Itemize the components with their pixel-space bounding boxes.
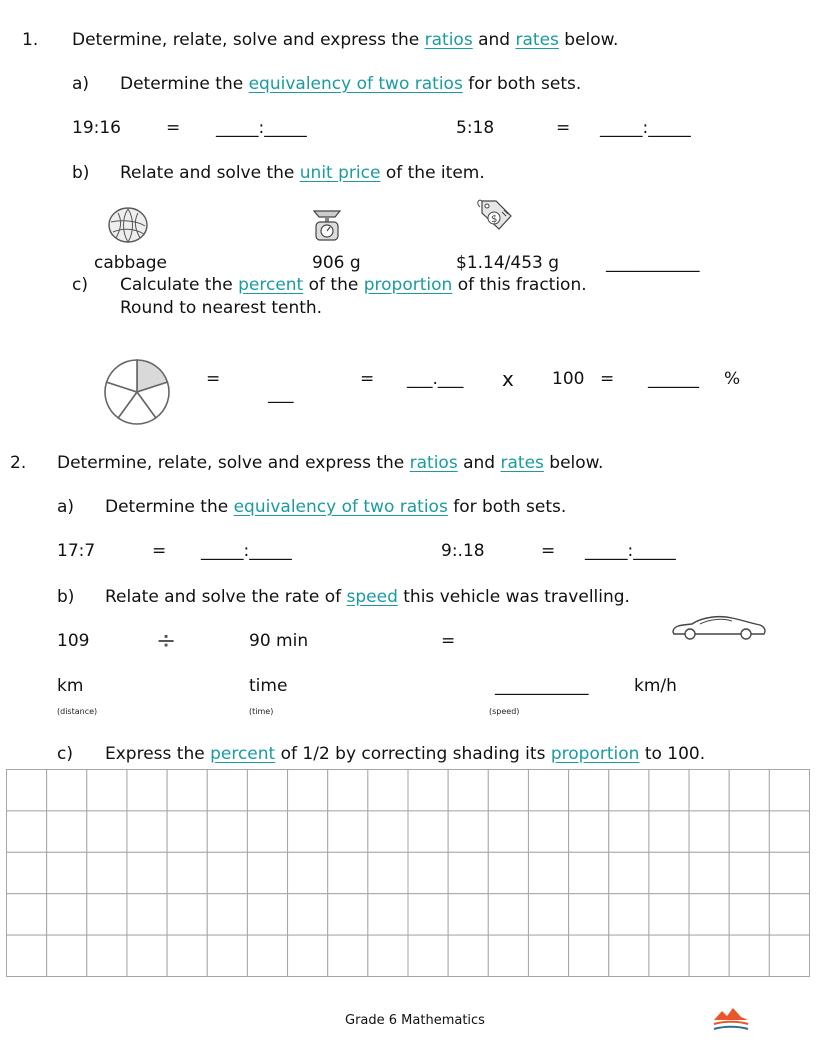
link-proportion[interactable]: proportion (363, 275, 453, 295)
q2b-distance-caption: (distance) (57, 707, 98, 716)
grid-cell[interactable] (207, 770, 247, 811)
grid-cell[interactable] (47, 894, 87, 935)
grid-cell[interactable] (87, 852, 127, 893)
q1c-percent-sign: % (724, 369, 741, 389)
grid-cell[interactable] (207, 811, 247, 852)
q2a-instruction (105, 496, 566, 518)
q2a-answer-blank-2[interactable]: _____:_____ (585, 541, 676, 561)
link-proportion-2[interactable]: proportion (550, 744, 640, 764)
grid-cell[interactable] (609, 770, 649, 811)
link-rates[interactable]: rates (515, 30, 559, 50)
grid-cell[interactable] (7, 852, 47, 893)
q1c-pre: Calculate the (120, 275, 233, 295)
q2a-equals-1: = (152, 541, 167, 561)
grid-cell[interactable] (689, 894, 729, 935)
q1c-equals-3: = (600, 369, 615, 389)
grid-cell[interactable] (649, 811, 689, 852)
q2a-ratio-2: 9:.18 (441, 541, 485, 561)
link-percent[interactable]: percent (238, 275, 304, 295)
link-speed[interactable]: speed (346, 587, 398, 607)
grid-cell[interactable] (569, 894, 609, 935)
svg-text:$: $ (491, 214, 498, 225)
grid-cell[interactable] (328, 770, 368, 811)
q2c-mid: of 1/2 by correcting shading its (280, 744, 546, 764)
q1b-price: $1.14/453 g (456, 253, 560, 273)
grid-cell[interactable] (7, 770, 47, 811)
q2b-time-caption: (time) (249, 707, 274, 716)
grid-cell[interactable] (87, 894, 127, 935)
q2-prompt-pre: Determine, relate, solve and express the (57, 453, 405, 473)
grid-cell[interactable] (729, 811, 769, 852)
link-equivalency[interactable]: equivalency of two ratios (248, 74, 463, 94)
link-equivalency-2[interactable]: equivalency of two ratios (233, 497, 448, 517)
grid-cell[interactable] (488, 852, 528, 893)
q2a-answer-blank-1[interactable]: _____:_____ (201, 541, 292, 561)
q1b-answer-blank[interactable]: ___________ (606, 253, 700, 273)
q1c-decimal-blank[interactable]: ___.___ (407, 369, 464, 389)
q1a-instruction (120, 73, 581, 95)
grid-cell[interactable] (288, 852, 328, 893)
grid-cell[interactable] (7, 894, 47, 935)
q2c-pre: Express the (105, 744, 205, 764)
q1c-mid: of the (308, 275, 359, 295)
q1-prompt-pre: Determine, relate, solve and express the (72, 30, 420, 50)
mountain-logo-icon (712, 1006, 750, 1032)
grid-cell[interactable] (729, 935, 769, 976)
car-icon (670, 612, 768, 642)
grid-cell[interactable] (448, 770, 488, 811)
pie-fraction-icon (103, 358, 171, 426)
q1a-equals-2: = (556, 118, 571, 138)
q1c-instruction (120, 274, 587, 296)
grid-cell[interactable] (127, 852, 167, 893)
q2b-distance-value: 109 (57, 631, 90, 651)
grid-cell[interactable] (288, 894, 328, 935)
q2a-post: for both sets. (453, 497, 567, 517)
grid-cell[interactable] (47, 852, 87, 893)
grid-cell[interactable] (569, 852, 609, 893)
grid-cell[interactable] (528, 894, 568, 935)
cabbage-icon (104, 204, 152, 246)
grid-cell[interactable] (689, 852, 729, 893)
grid-cell[interactable] (368, 852, 408, 893)
q2c-post: to 100. (644, 744, 706, 764)
q2-prompt-mid: and (463, 453, 496, 473)
grid-cell[interactable] (729, 770, 769, 811)
q1-prompt-post: below. (564, 30, 619, 50)
grid-cell[interactable] (7, 935, 47, 976)
grid-cell[interactable] (408, 852, 448, 893)
grid-cell[interactable] (408, 811, 448, 852)
grid-cell[interactable] (769, 852, 809, 893)
grid-cell[interactable] (127, 894, 167, 935)
grid-cell[interactable] (127, 935, 167, 976)
q2a-pre: Determine the (105, 497, 229, 517)
grid-cell[interactable] (328, 894, 368, 935)
grid-cell[interactable] (488, 935, 528, 976)
grid-cell[interactable] (127, 770, 167, 811)
grid-cell[interactable] (288, 770, 328, 811)
grid-cell[interactable] (207, 935, 247, 976)
footer-title: Grade 6 Mathematics (345, 1013, 485, 1028)
grid-cell[interactable] (769, 894, 809, 935)
q1c-post: of this fraction. (457, 275, 587, 295)
q2a-label: a) (57, 497, 75, 517)
q1b-post: of the item. (385, 163, 485, 183)
q1-number: 1. (22, 30, 39, 50)
grid-cell[interactable] (689, 811, 729, 852)
grid-cell[interactable] (649, 852, 689, 893)
grid-cell[interactable] (328, 852, 368, 893)
grid-cell[interactable] (7, 811, 47, 852)
grid-cell[interactable] (247, 894, 287, 935)
grid-cell[interactable] (769, 811, 809, 852)
grid-cell[interactable] (609, 935, 649, 976)
q1c-equals-2: = (360, 369, 375, 389)
grid-cell[interactable] (408, 935, 448, 976)
grid-cell[interactable] (689, 935, 729, 976)
grid-cell[interactable] (247, 811, 287, 852)
grid-cell[interactable] (368, 894, 408, 935)
grid-cell[interactable] (569, 811, 609, 852)
grid-cell[interactable] (569, 770, 609, 811)
q2c-label: c) (57, 744, 73, 764)
grid-cell[interactable] (167, 894, 207, 935)
grid-cell[interactable] (528, 852, 568, 893)
q2a-ratio-1: 17:7 (57, 541, 96, 561)
grid-cell[interactable] (528, 770, 568, 811)
q2b-instruction (105, 586, 630, 608)
grid-cell[interactable] (247, 770, 287, 811)
grid-cell[interactable] (167, 770, 207, 811)
q1a-answer-blank-2[interactable]: _____:_____ (600, 118, 691, 138)
q1b-pre: Relate and solve the (120, 163, 295, 183)
grid-cell[interactable] (408, 894, 448, 935)
q1a-label: a) (72, 74, 90, 94)
q1b-mass: 906 g (312, 253, 361, 273)
grid-cell[interactable] (769, 770, 809, 811)
q1a-pre: Determine the (120, 74, 244, 94)
link-ratios[interactable]: ratios (424, 30, 473, 50)
q2b-time-word: time (249, 676, 288, 696)
scale-icon (310, 208, 344, 242)
q1a-ratio-2: 5:18 (456, 118, 495, 138)
q1b-label: b) (72, 163, 90, 183)
q2-prompt-post: below. (549, 453, 604, 473)
q2b-km: km (57, 676, 84, 696)
grid-cell[interactable] (87, 770, 127, 811)
grid-cell[interactable] (488, 811, 528, 852)
link-rates-2[interactable]: rates (500, 453, 544, 473)
grid-cell[interactable] (87, 811, 127, 852)
link-unit-price[interactable]: unit price (299, 163, 381, 183)
grid-cell[interactable] (609, 852, 649, 893)
grid-cell[interactable] (689, 770, 729, 811)
grid-cell[interactable] (47, 935, 87, 976)
grid-cell[interactable] (127, 811, 167, 852)
grid-cell[interactable] (729, 894, 769, 935)
q2b-equals: = (441, 631, 456, 651)
q1b-item: cabbage (94, 253, 168, 273)
q2-prompt (57, 452, 603, 474)
price-tag-icon (474, 198, 514, 234)
q1-prompt-mid: and (478, 30, 511, 50)
q2c-instruction (105, 743, 705, 765)
q1a-answer-blank-1[interactable]: _____:_____ (216, 118, 307, 138)
q1c-label: c) (72, 275, 88, 295)
hundred-grid[interactable] (6, 769, 810, 977)
grid-cell[interactable] (528, 935, 568, 976)
q2b-speed-caption: (speed) (489, 707, 520, 716)
grid-cell[interactable] (488, 770, 528, 811)
q1c-equals-1: = (206, 369, 221, 389)
q1c-percent-blank[interactable]: ______ (648, 369, 699, 389)
link-percent-2[interactable]: percent (210, 744, 276, 764)
grid-cell[interactable] (448, 811, 488, 852)
divide-icon: ÷ (156, 626, 177, 654)
grid-cell[interactable] (569, 935, 609, 976)
q1b-instruction (120, 162, 485, 184)
grid-cell[interactable] (247, 852, 287, 893)
grid-cell[interactable] (167, 852, 207, 893)
q2a-equals-2: = (541, 541, 556, 561)
q1a-ratio-1: 19:16 (72, 118, 121, 138)
q2b-post: this vehicle was travelling. (403, 587, 630, 607)
grid-cell[interactable] (649, 770, 689, 811)
grid-cell[interactable] (609, 894, 649, 935)
grid-cell[interactable] (448, 852, 488, 893)
grid-cell[interactable] (769, 935, 809, 976)
grid-cell[interactable] (328, 935, 368, 976)
grid-cell[interactable] (448, 894, 488, 935)
grid-cell[interactable] (649, 894, 689, 935)
grid-cell[interactable] (207, 894, 247, 935)
grid-cell[interactable] (729, 852, 769, 893)
grid-cell[interactable] (609, 811, 649, 852)
grid-cell[interactable] (167, 935, 207, 976)
q2b-label: b) (57, 587, 75, 607)
grid-cell[interactable] (207, 852, 247, 893)
grid-cell[interactable] (247, 935, 287, 976)
link-ratios-2[interactable]: ratios (409, 453, 458, 473)
q2-number: 2. (10, 453, 27, 473)
grid-cell[interactable] (528, 811, 568, 852)
grid-cell[interactable] (368, 935, 408, 976)
grid-cell[interactable] (368, 811, 408, 852)
grid-cell[interactable] (288, 811, 328, 852)
q1a-post: for both sets. (468, 74, 582, 94)
q2b-speed-unit: km/h (634, 676, 677, 696)
grid-cell[interactable] (288, 935, 328, 976)
grid-cell[interactable] (328, 811, 368, 852)
q1c-times: x (502, 367, 514, 391)
grid-cell[interactable] (368, 770, 408, 811)
grid-cell[interactable] (47, 770, 87, 811)
q1c-fraction-blank[interactable]: ___ (268, 384, 294, 404)
grid-cell[interactable] (448, 935, 488, 976)
q1a-equals-1: = (166, 118, 181, 138)
grid-cell[interactable] (649, 935, 689, 976)
q2b-pre: Relate and solve the rate of (105, 587, 342, 607)
grid-cell[interactable] (47, 811, 87, 852)
grid-cell[interactable] (167, 811, 207, 852)
q1-prompt (72, 29, 618, 51)
grid-cell[interactable] (87, 935, 127, 976)
q2b-speed-blank[interactable]: ___________ (495, 676, 589, 696)
q1c-hundred: 100 (552, 369, 585, 389)
grid-cell[interactable] (408, 770, 448, 811)
q2b-time-value: 90 min (249, 631, 309, 651)
q1c-rounding-note: Round to nearest tenth. (120, 298, 323, 318)
grid-cell[interactable] (488, 894, 528, 935)
